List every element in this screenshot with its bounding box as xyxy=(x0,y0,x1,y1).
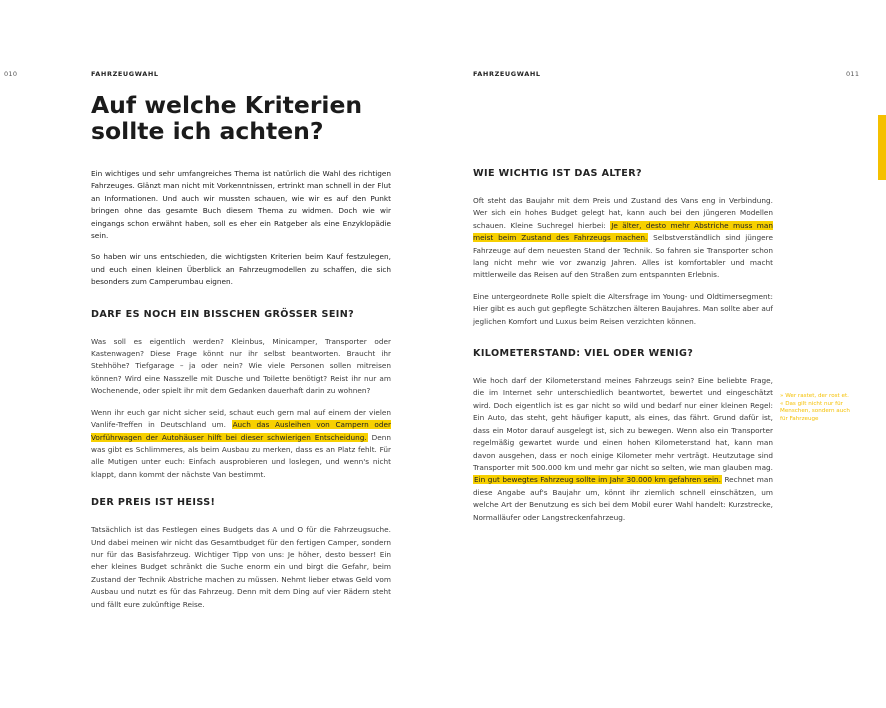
right-column xyxy=(473,168,773,533)
age-p1-text-after: Selbstverständlich sind jüngere Fahrzeuge auf dem neuesten Stand der Technik. So fahren sie Transporter schon lang nicht mehr wie vor zwanzig Jahren. Alles ist komfortabler und macht mittlerweile das Reisen auf den Straßen zum entspannten Erlebnis. xyxy=(473,233,773,280)
age-paragraph-2: Eine untergeordnete Rolle spielt die Altersfrage im Young- und Oldtimersegment: Hier gibt es auch gut gepflegte Schätzchen älteren Baujahres. Man sollte aber auf jeglichen Komfort und Luxus beim Reisen verzichten können. xyxy=(473,291,773,326)
mileage-p1-highlight: Ein gut bewegtes Fahrzeug sollte im Jahr 30.000 km gefahren sein. xyxy=(474,475,721,485)
left-column xyxy=(91,168,391,620)
section-heading-mileage: KILOMETERSTAND: VIEL ODER WENIG? xyxy=(473,348,694,360)
left-running-head: FAHRZEUGWAHL xyxy=(91,70,159,78)
section-heading-size: DARF ES NOCH EIN BISSCHEN GRÖSSER SEIN? xyxy=(91,308,355,320)
age-paragraph-1 xyxy=(473,195,773,282)
title-line-1: Auf welche Kriterien xyxy=(91,91,363,119)
section-heading-price: DER PREIS IST HEISS! xyxy=(91,497,216,509)
size-paragraph-1: Was soll es eigentlich werden? Kleinbus, Minicamper, Transporter oder Kastenwagen? Diese Frage könnt nur ihr selbst beantworten. Braucht ihr Stehhöhe? Tiefgarage – ja oder nein? Wie viele Personen sollen mitreisen können? Wird eine Nasszelle mit Dusche und Toilette benötigt? Reist ihr nur am Wochenende, oder spielt ihr mit dem Gedanken dauerhaft darin zu wohnen? xyxy=(91,336,391,396)
title-line-2: sollte ich achten? xyxy=(91,117,324,145)
sidenote-quote: » Wer rastet, der rost et. « Das gilt nicht nur für Menschen, sondern auch für Fahrzeuge xyxy=(780,393,850,422)
age-p1-text-before: Oft steht das Baujahr mit dem Preis und Zustand des Vans eng in Verbindung. Wer sich ein hohes Budget gelegt hat, kann auch bei den jüngeren Modellen schauen. Kleine Suchregel hierbei: xyxy=(473,196,773,230)
size-p2-text-before: Wenn ihr euch gar nicht sicher seid, schaut euch gern mal auf einem der vielen Vanlife-Treffen in Deutschland um. xyxy=(91,407,391,430)
chapter-tab-marker xyxy=(878,115,886,180)
right-page-number: 011 xyxy=(846,70,860,78)
intro-paragraph-2: So haben wir uns entschieden, die wichtigsten Kriterien beim Kauf festzulegen, und euch einen kleinen Überblick an Fahrzeugmodellen zu schaffen, die sich besonders zum Camperumbau eignen. xyxy=(91,252,391,287)
size-p2-highlight: Auch das Ausleihen von Campern oder Vorführwagen der Autohäuser hilft bei dieser schwierigen Entscheidung. xyxy=(91,420,391,442)
age-p1-highlight: Je älter, desto mehr Abstriche muss man meist beim Zustand des Fahrzeugs machen. xyxy=(473,220,773,243)
size-paragraph-2 xyxy=(91,407,391,481)
right-running-head: FAHRZEUGWAHL xyxy=(473,70,541,78)
section-heading-age: WIE WICHTIG IST DAS ALTER? xyxy=(473,168,642,179)
mileage-p1-text-before: Wie hoch darf der Kilometerstand meines Fahrzeugs sein? Eine beliebte Frage, die im Internet sehr unterschiedlich beantwortet, bewertet und eingeschätzt wird. Doch eigentlich ist es gar nicht so wild und bedarf nur einer kleinen Regel: Ein Auto, das steht, geht häufiger kaputt, als eines, das fährt. Grund dafür ist, dass ein Motor darauf ausgelegt ist, sich zu bewegen. Wenn also ein Transporter regelmäßig gewartet wurde und einen hohen Kilometerstand hat, kann man davon ausgehen, dass er noch einige Kilometer mehr verträgt. Heutzutage sind Transporter mit 500.000 km und mehr gar nicht so selten, wie man glauben mag. xyxy=(473,376,773,472)
size-p2-text-after: Denn was gibt es Schlimmeres, als beim Ausbau zu merken, dass es an Platz fehlt. Für alle Mutigen unter euch: Einfach ausprobieren und loslegen, und wenn's nicht klappt, dann kommt der nächste Van bestimmt. xyxy=(91,432,391,479)
mileage-paragraph-1 xyxy=(473,375,773,524)
left-page-number: 010 xyxy=(4,70,18,78)
intro-paragraph-1: Ein wichtiges und sehr umfangreiches Thema ist natürlich die Wahl des richtigen Fahrzeuges. Glänzt man nicht mit Vorkenntnissen, ertrinkt man schnell in der Flut an Informationen. Und auch wir mussten schauen, wie wir es auf den Punkt bringen ohne das gesamte Buch diesem Thema zu widmen. Doch wie wir eingangs schon erwähnt haben, soll es eher ein Ratgeber als eine Enzyklopädie sein. xyxy=(91,169,391,241)
price-paragraph-1: Tatsächlich ist das Festlegen eines Budgets das A und O für die Fahrzeugsuche. Und dabei meinen wir nicht das Gesamtbudget für den fertigen Camper, sondern nur für das Basisfahrzeug. Wichtiger Tipp von uns: Je höher, desto besser! Ein eher kleines Budget schränkt die Suche enorm ein und birgt die Gefahr, beim Zustand der Technik Abstriche machen zu müssen. Nehmt lieber etwas Geld vom Ausbau und nutzt es für das Fahrzeug. Denn mit dem Ding auf vier Rädern steht und fällt eure zukünftige Reise. xyxy=(91,525,391,609)
mileage-p1-text-after: Rechnet man diese Angabe auf's Baujahr um, könnt ihr ziemlich schnell einschätzen, um welche Art der Benutzung es sich bei dem Mobil eurer Wahl handelt: Kurzstrecke, Normalläufer oder Langstreckenfahrzeug. xyxy=(473,475,773,522)
page-title xyxy=(91,92,421,144)
